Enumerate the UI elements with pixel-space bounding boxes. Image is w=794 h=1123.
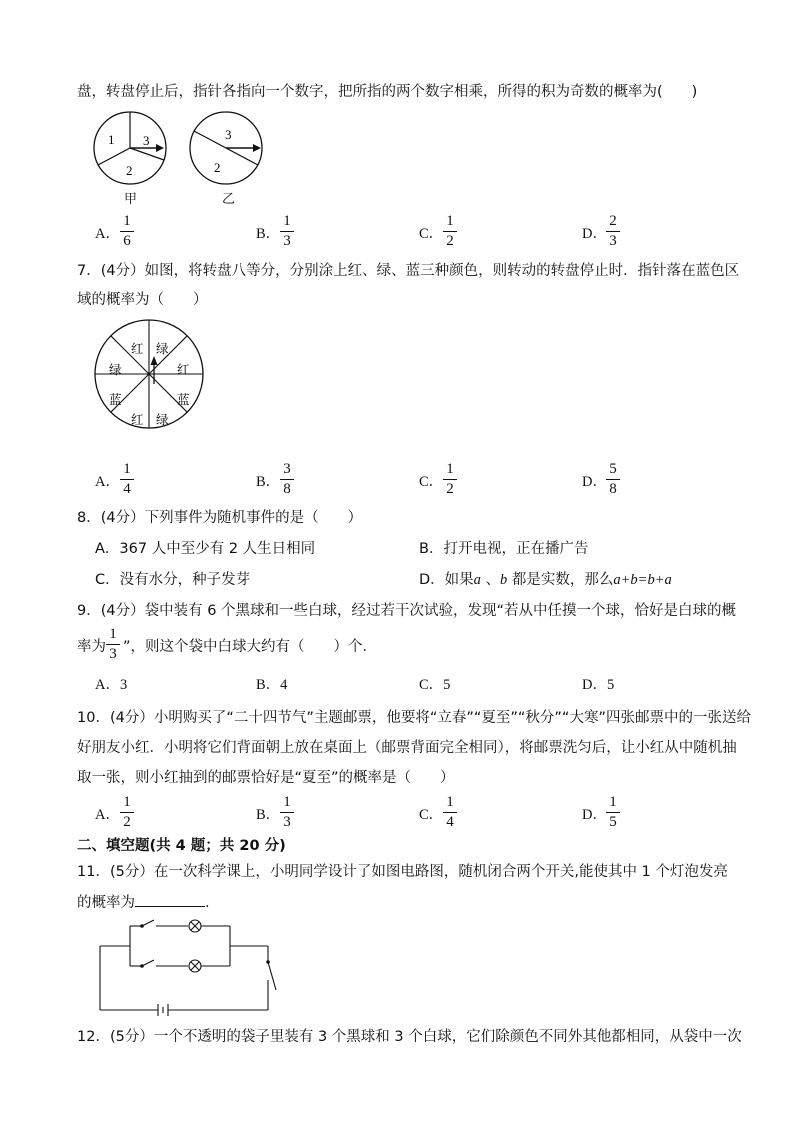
q8-text: 8．(4分）下列事件为随机事件的是（ ）	[77, 510, 363, 526]
q9-text-line2-suffix: ”，则这个袋中白球大约有（ ）个．	[123, 639, 378, 655]
sector-6: 红	[131, 413, 144, 427]
q6-option-d-fraction: 2 3	[604, 213, 622, 250]
q11-text-line2	[77, 892, 220, 913]
q9-option-c[interactable]: C．5	[419, 677, 451, 693]
q6-option-c-fraction: 1 2	[441, 213, 459, 250]
q8-var-b: b	[500, 572, 508, 588]
q10-text-line2: 好朋友小红．小明将它们背面朝上放在桌面上（邮票背面完全相同），将邮票洗匀后，让小红从中随机抽	[77, 740, 737, 756]
q8-equation: a+b=b+a	[613, 572, 672, 588]
q8-option-d[interactable]	[419, 570, 672, 590]
q8-option-c[interactable]: C．没有水分，种子发芽	[95, 572, 251, 588]
q7-octant-spinner	[93, 318, 205, 430]
q9-text-line2-prefix: 率为	[77, 639, 106, 655]
q8-option-d-prefix: D．如果	[419, 572, 474, 588]
spinner-b-number-3: 3	[225, 127, 232, 142]
section-heading-fill-in: 二、填空题(共 4 题；共 20 分)	[77, 838, 286, 854]
spinner-b-number-2: 2	[214, 160, 221, 175]
q10-option-c-fraction: 1 4	[441, 794, 459, 831]
q11-text-line1: 11．(5分）在一次科学课上，小明同学设计了如图电路图，随机闭合两个开关,能使其中 1 个灯泡发亮	[77, 864, 728, 880]
spinner-a	[94, 112, 166, 184]
q9-fraction: 1 3	[104, 626, 122, 663]
q6-text-line1: 盘，转盘停止后，指针各指向一个数字，把所指的两个数字相乘，所得的积为奇数的概率为( )	[77, 84, 698, 100]
q8-option-d-mid: 都是实数，那么	[507, 572, 614, 588]
sector-1: 红	[131, 342, 144, 356]
q7-option-a-fraction: 1 4	[118, 461, 136, 498]
spinner-b-label: 乙	[222, 192, 236, 207]
q7-option-a-letter[interactable]: A．	[95, 474, 120, 490]
sector-2: 绿	[156, 342, 169, 356]
q6-option-b-letter[interactable]: B．	[256, 226, 281, 242]
q11-circuit-diagram	[96, 918, 282, 1016]
spinner-a-number-1: 1	[108, 132, 115, 147]
q8-option-b[interactable]: B．打开电视，正在播广告	[419, 541, 589, 557]
q10-option-a-fraction: 1 2	[118, 794, 136, 831]
sector-5: 绿	[156, 413, 169, 427]
sector-7: 蓝	[109, 393, 122, 407]
q10-option-d-fraction: 1 5	[604, 794, 622, 831]
q8-var-a: a	[473, 572, 481, 588]
q10-option-b-fraction: 1 3	[278, 794, 296, 831]
q7-option-b-fraction: 3 8	[278, 461, 296, 498]
q7-option-b-letter[interactable]: B．	[256, 474, 281, 490]
q6-option-b-fraction: 1 3	[278, 213, 296, 250]
q7-option-d-letter[interactable]: D．	[582, 474, 607, 490]
q12-text-line1: 12．(5分）一个不透明的袋子里装有 3 个黑球和 3 个白球，它们除颜色不同外其他都相同，从袋中一次	[77, 1029, 742, 1045]
q8-sep: 、	[480, 572, 501, 588]
q8-option-a[interactable]: A．367 人中至少有 2 人生日相同	[95, 541, 316, 557]
q10-option-d-letter[interactable]: D．	[582, 807, 607, 823]
spinner-a-number-2: 2	[126, 163, 133, 178]
q7-option-c-letter[interactable]: C．	[419, 474, 444, 490]
q6-option-a-letter[interactable]: A．	[95, 226, 120, 242]
q9-text-line1: 9．(4分）袋中装有 6 个黑球和一些白球，经过若干次试验，发现“若从中任摸一个球，恰好是白球的概	[77, 603, 737, 619]
q7-option-d-fraction: 5 8	[604, 461, 622, 498]
sector-3: 红	[177, 363, 190, 377]
q7-text-line1: 7．(4分）如图，将转盘八等分，分别涂上红、绿、蓝三种颜色，则转动的转盘停止时．指针落在蓝色区	[77, 263, 740, 279]
spinner-a-label: 甲	[124, 192, 138, 207]
q11-line2-prefix: 的概率为	[77, 895, 135, 911]
spinner-a-number-3: 3	[143, 133, 150, 148]
q6-option-d-letter[interactable]: D．	[582, 226, 607, 242]
sector-4: 蓝	[177, 393, 190, 407]
q7-option-c-fraction: 1 2	[441, 461, 459, 498]
q6-option-a-fraction: 1 6	[118, 213, 136, 250]
q11-answer-blank[interactable]	[135, 892, 205, 907]
q10-text-line1: 10．(4分）小明购买了“二十四节气”主题邮票，他要将“立春”“夏至”“秋分”“大寒”四张邮票中的一张送给	[77, 710, 751, 726]
spinner-b	[190, 112, 262, 184]
q9-option-d[interactable]: D．5	[582, 677, 615, 693]
sector-8: 绿	[109, 363, 122, 377]
q11-line2-end: ．	[205, 895, 220, 911]
q10-text-line3: 取一张，则小红抽到的邮票恰好是“夏至”的概率是（ ）	[77, 770, 455, 786]
q10-option-a-letter[interactable]: A．	[95, 807, 120, 823]
q10-option-c-letter[interactable]: C．	[419, 807, 444, 823]
q10-option-b-letter[interactable]: B．	[256, 807, 281, 823]
q6-option-c-letter[interactable]: C．	[419, 226, 444, 242]
q6-spinner-figure	[88, 110, 278, 210]
q7-text-line2: 域的概率为（ ）	[77, 292, 208, 308]
q9-option-b[interactable]: B．4	[256, 677, 288, 693]
q9-option-a[interactable]: A．3	[95, 677, 128, 693]
